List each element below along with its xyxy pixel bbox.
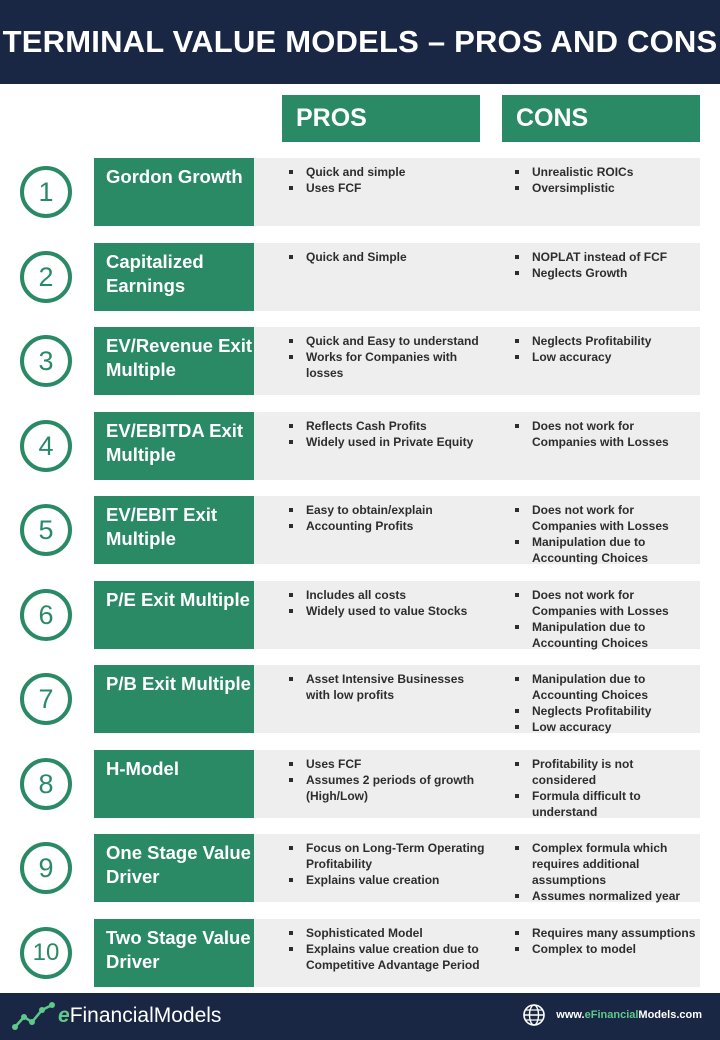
con-item: Requires many assumptions [512,925,697,941]
pros-list [286,502,486,534]
pro-item: Focus on Long-Term Operating Profitability [286,840,486,872]
pros-list [286,249,486,265]
pro-item: Explains value creation [286,872,486,888]
model-row [0,327,720,395]
model-row [0,750,720,818]
con-item: Does not work for Companies with Losses [512,418,697,450]
pros-list [286,164,486,196]
cons-list [512,418,697,450]
con-item: Manipulation due to Accounting Choices [512,671,697,703]
website-link[interactable] [522,1003,702,1027]
model-row [0,834,720,902]
pro-item: Sophisticated Model [286,925,486,941]
cons-column-header: CONS [502,95,700,142]
model-row [0,919,720,987]
pros-list [286,418,486,450]
row-number-badge: 2 [20,251,72,303]
model-name: EV/Revenue Exit Multiple [94,327,254,395]
model-row [0,158,720,226]
con-item: Profitability is not considered [512,756,697,788]
model-name: EV/EBIT Exit Multiple [94,496,254,564]
con-item: Neglects Profitability [512,333,697,349]
cons-list [512,333,697,365]
con-item: Neglects Profitability [512,703,697,719]
row-number-badge: 10 [20,927,72,979]
footer [0,993,720,1040]
con-item: Low accuracy [512,349,697,365]
pros-list [286,840,486,888]
pros-list [286,756,486,804]
website-url: www.eFinancialModels.com [556,1009,702,1021]
globe-icon [522,1003,546,1027]
row-number-badge: 7 [20,673,72,725]
page-title: TERMINAL VALUE MODELS – PROS AND CONS [2,24,718,59]
cons-list [512,925,697,957]
pros-column-header: PROS [282,95,480,142]
pro-item: Works for Companies with losses [286,349,486,381]
cons-list [512,502,697,566]
model-name: Two Stage Value Driver [94,919,254,987]
pros-list [286,333,486,381]
pro-item: Includes all costs [286,587,486,603]
pros-list [286,587,486,619]
row-number-badge: 3 [20,335,72,387]
title-banner [0,0,720,84]
chart-line-logo-icon [12,1001,56,1031]
model-row [0,412,720,480]
con-item: Does not work for Companies with Losses [512,587,697,619]
pro-item: Assumes 2 periods of growth (High/Low) [286,772,486,804]
row-number-badge: 5 [20,504,72,556]
model-name: Capitalized Earnings [94,243,254,311]
model-name: P/E Exit Multiple [94,581,254,649]
cons-list [512,671,697,735]
con-item: Does not work for Companies with Losses [512,502,697,534]
con-item: Manipulation due to Accounting Choices [512,619,697,651]
cons-list [512,164,697,196]
logo-text: eFinancialModels [58,1004,222,1027]
cons-list [512,587,697,651]
pro-item: Reflects Cash Profits [286,418,486,434]
con-item: Assumes normalized year [512,888,697,904]
pro-item: Quick and simple [286,164,486,180]
model-name: One Stage Value Driver [94,834,254,902]
cons-list [512,249,697,281]
model-row [0,496,720,564]
pro-item: Uses FCF [286,180,486,196]
con-item: Complex formula which requires additional assumptions [512,840,697,888]
con-item: Low accuracy [512,719,697,735]
con-item: Manipulation due to Accounting Choices [512,534,697,566]
model-name: P/B Exit Multiple [94,665,254,733]
pro-item: Asset Intensive Businesses with low profits [286,671,486,703]
pro-item: Widely used in Private Equity [286,434,486,450]
model-row [0,243,720,311]
pro-item: Widely used to value Stocks [286,603,486,619]
pro-item: Easy to obtain/explain [286,502,486,518]
con-item: Complex to model [512,941,697,957]
pros-list [286,671,486,703]
model-name: EV/EBITDA Exit Multiple [94,412,254,480]
row-number-badge: 9 [20,842,72,894]
row-number-badge: 4 [20,420,72,472]
con-item: Oversimplistic [512,180,697,196]
con-item: Neglects Growth [512,265,697,281]
model-name: H-Model [94,750,254,818]
con-item: Unrealistic ROICs [512,164,697,180]
pro-item: Quick and Easy to understand [286,333,486,349]
cons-list [512,840,697,904]
model-row [0,665,720,733]
row-number-badge: 8 [20,758,72,810]
cons-list [512,756,697,820]
pros-list [286,925,486,973]
model-row [0,581,720,649]
row-number-badge: 1 [20,166,72,218]
pro-item: Uses FCF [286,756,486,772]
pro-item: Quick and Simple [286,249,486,265]
efinancialmodels-logo[interactable] [12,1000,221,1032]
model-name: Gordon Growth [94,158,254,226]
pro-item: Explains value creation due to Competitive Advantage Period [286,941,486,973]
con-item: Formula difficult to understand [512,788,697,820]
con-item: NOPLAT instead of FCF [512,249,697,265]
pro-item: Accounting Profits [286,518,486,534]
row-number-badge: 6 [20,589,72,641]
